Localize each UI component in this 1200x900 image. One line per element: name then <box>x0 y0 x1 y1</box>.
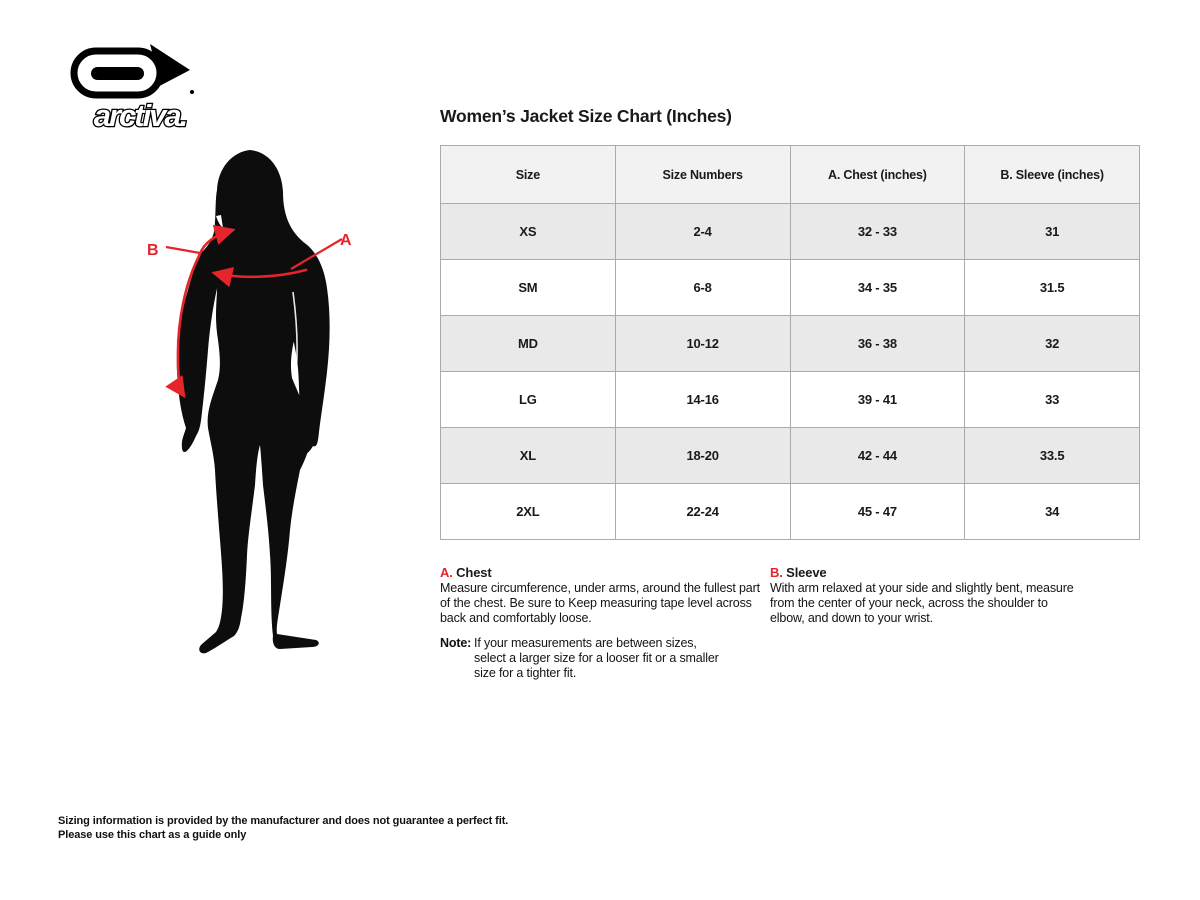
table-cell: 34 - 35 <box>790 260 965 316</box>
arctiva-wordmark: arctiva. <box>93 98 187 133</box>
table-row <box>441 316 1140 372</box>
note-label: Note: <box>440 636 472 651</box>
table-cell: 45 - 47 <box>790 484 965 540</box>
female-silhouette <box>120 140 400 680</box>
table-row <box>441 484 1140 540</box>
table-cell: MD <box>441 316 616 372</box>
col-header-size-numbers: Size Numbers <box>615 146 790 204</box>
table-cell: 32 <box>965 316 1140 372</box>
col-header-size: Size <box>441 146 616 204</box>
table-cell: 39 - 41 <box>790 372 965 428</box>
table-cell: 33 <box>965 372 1140 428</box>
sleeve-heading <box>770 565 1078 580</box>
table-cell: 36 - 38 <box>790 316 965 372</box>
table-cell: SM <box>441 260 616 316</box>
size-chart-table <box>440 145 1140 540</box>
note-text: If your measurements are between sizes, select a larger size for a looser fit or a smaller size for a tighter fit. <box>474 636 719 680</box>
table-cell: XL <box>441 428 616 484</box>
table-cell: 33.5 <box>965 428 1140 484</box>
table-cell: 2-4 <box>615 204 790 260</box>
size-table-header <box>441 146 1140 204</box>
table-cell: 42 - 44 <box>790 428 965 484</box>
sizing-disclaimer <box>58 815 508 843</box>
arctiva-logo <box>58 40 233 135</box>
table-cell: 31.5 <box>965 260 1140 316</box>
page-title: Women’s Jacket Size Chart (Inches) <box>440 106 732 126</box>
chest-description: Measure circumference, under arms, around the fullest part of the chest. Be sure to Keep measuring tape level across back and comfortably loose. <box>440 581 760 625</box>
table-row <box>441 428 1140 484</box>
sleeve-section <box>770 565 1078 625</box>
table-cell: 10-12 <box>615 316 790 372</box>
table-cell: 2XL <box>441 484 616 540</box>
table-cell: 31 <box>965 204 1140 260</box>
arctiva-logo-icon <box>58 40 233 135</box>
sleeve-letter: B. <box>770 565 783 580</box>
sleeve-title: Sleeve <box>786 565 827 580</box>
sleeve-leader-line <box>166 247 200 253</box>
measurement-figure <box>120 140 400 680</box>
silhouette-body <box>177 150 330 653</box>
col-header-chest: A. Chest (inches) <box>790 146 965 204</box>
table-cell: 6-8 <box>615 260 790 316</box>
table-cell: 14-16 <box>615 372 790 428</box>
label-b: B <box>147 242 159 259</box>
table-cell: 32 - 33 <box>790 204 965 260</box>
col-header-sleeve: B. Sleeve (inches) <box>965 146 1140 204</box>
chest-heading <box>440 565 764 580</box>
note-section <box>440 636 764 680</box>
table-row <box>441 260 1140 316</box>
chest-section <box>440 565 764 681</box>
label-a: A <box>340 232 352 249</box>
table-cell: 18-20 <box>615 428 790 484</box>
table-cell: XS <box>441 204 616 260</box>
disclaimer-line2: Please use this chart as a guide only <box>58 828 247 841</box>
chest-title: Chest <box>456 565 492 580</box>
table-cell: LG <box>441 372 616 428</box>
chest-letter: A. <box>440 565 453 580</box>
size-table-body <box>441 204 1140 540</box>
table-row <box>441 372 1140 428</box>
table-cell: 22-24 <box>615 484 790 540</box>
table-row <box>441 204 1140 260</box>
sleeve-description: With arm relaxed at your side and slightly bent, measure from the center of your neck, across the shoulder to elbow, and down to your wrist. <box>770 581 1074 625</box>
disclaimer-line1: Sizing information is provided by the manufacturer and does not guarantee a perfect fit. <box>58 815 509 827</box>
table-cell: 34 <box>965 484 1140 540</box>
